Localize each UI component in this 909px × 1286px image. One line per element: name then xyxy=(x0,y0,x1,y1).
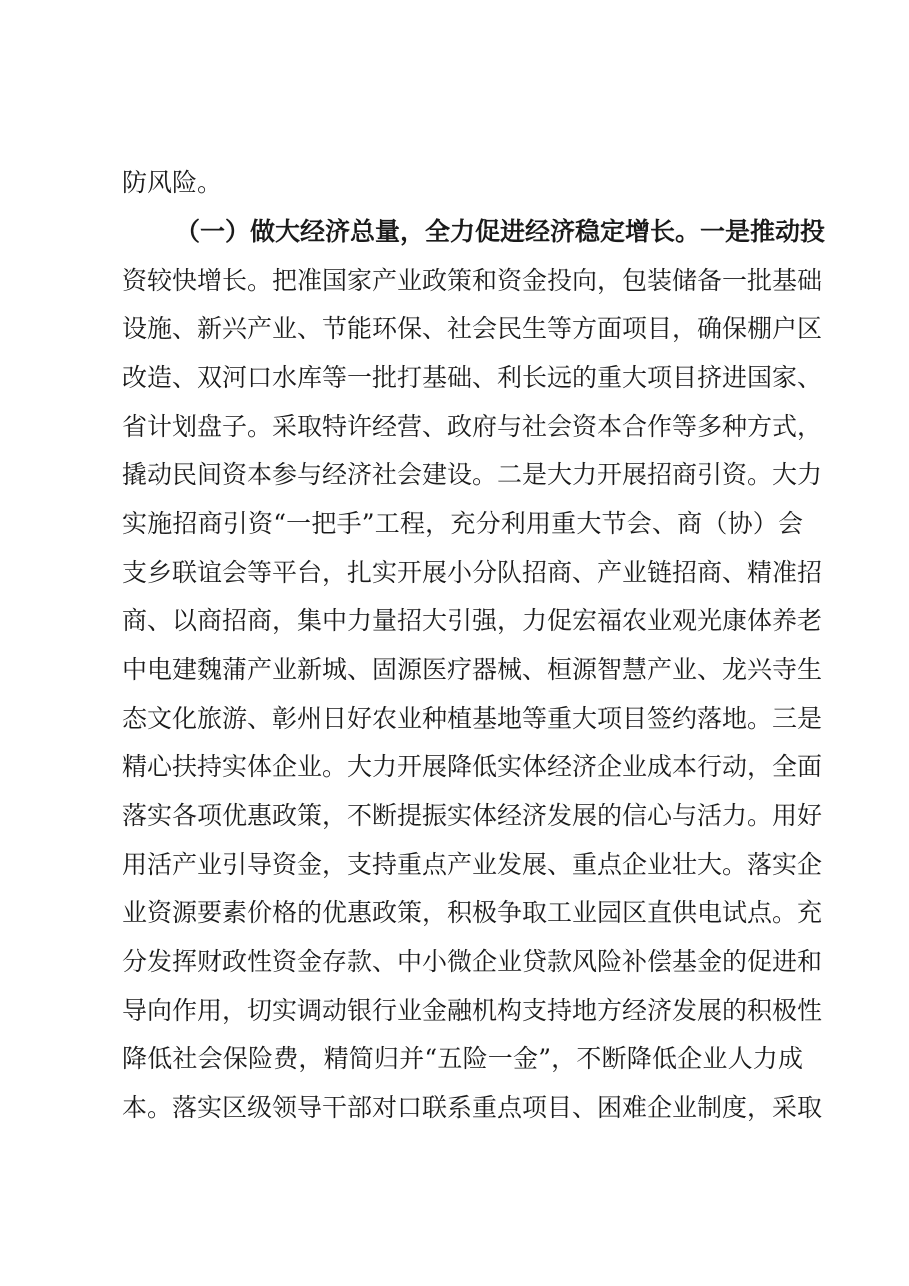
text-line: 资较快增长。把准国家产业政策和资金投向，包装储备一批基础 xyxy=(122,266,823,295)
text-line: 防风险。 xyxy=(122,168,223,197)
text-line: 支乡联谊会等平台，扎实开展小分队招商、产业链招商、精准招 xyxy=(122,558,823,587)
text-line: 分发挥财政性资金存款、中小微企业贷款风险补偿基金的促进和 xyxy=(122,947,823,976)
text-line: 撬动民间资本参与经济社会建设。二是大力开展招商引资。大力 xyxy=(122,460,823,489)
text-line: 省计划盘子。采取特许经营、政府与社会资本合作等多种方式， xyxy=(122,412,823,441)
text-line: 落实各项优惠政策，不断提振实体经济发展的信心与活力。用好 xyxy=(122,801,823,830)
text-line: 导向作用，切实调动银行业金融机构支持地方经济发展的积极性 xyxy=(122,996,823,1025)
text-line: 用活产业引导资金，支持重点产业发展、重点企业壮大。落实企 xyxy=(122,850,823,879)
text-line: 本。落实区级领导干部对口联系重点项目、困难企业制度，采取 xyxy=(122,1093,823,1122)
text-line: 改造、双河口水库等一批打基础、利长远的重大项目挤进国家、 xyxy=(122,363,823,392)
text-line: 精心扶持实体企业。大力开展降低实体经济企业成本行动，全面 xyxy=(122,752,823,781)
text-line: 中电建魏蒲产业新城、固源医疗器械、桓源智慧产业、龙兴寺生 xyxy=(122,655,823,684)
text-line: 降低社会保险费，精简归并“五险一金”，不断降低企业人力成 xyxy=(122,1044,803,1073)
text-line: 商、以商招商，集中力量招大引强，力促宏福农业观光康体养老 xyxy=(122,606,823,635)
text-line: 业资源要素价格的优惠政策，积极争取工业园区直供电试点。充 xyxy=(122,898,823,927)
section-heading-line: （一）做大经济总量，全力促进经济稳定增长。一是推动投 xyxy=(175,217,826,246)
text-line: 设施、新兴产业、节能环保、社会民生等方面项目，确保棚户区 xyxy=(122,314,823,343)
text-line: 态文化旅游、彰州日好农业种植基地等重大项目签约落地。三是 xyxy=(122,704,823,733)
text-line: 实施招商引资“一把手”工程，充分利用重大节会、商（协）会 xyxy=(122,509,803,538)
